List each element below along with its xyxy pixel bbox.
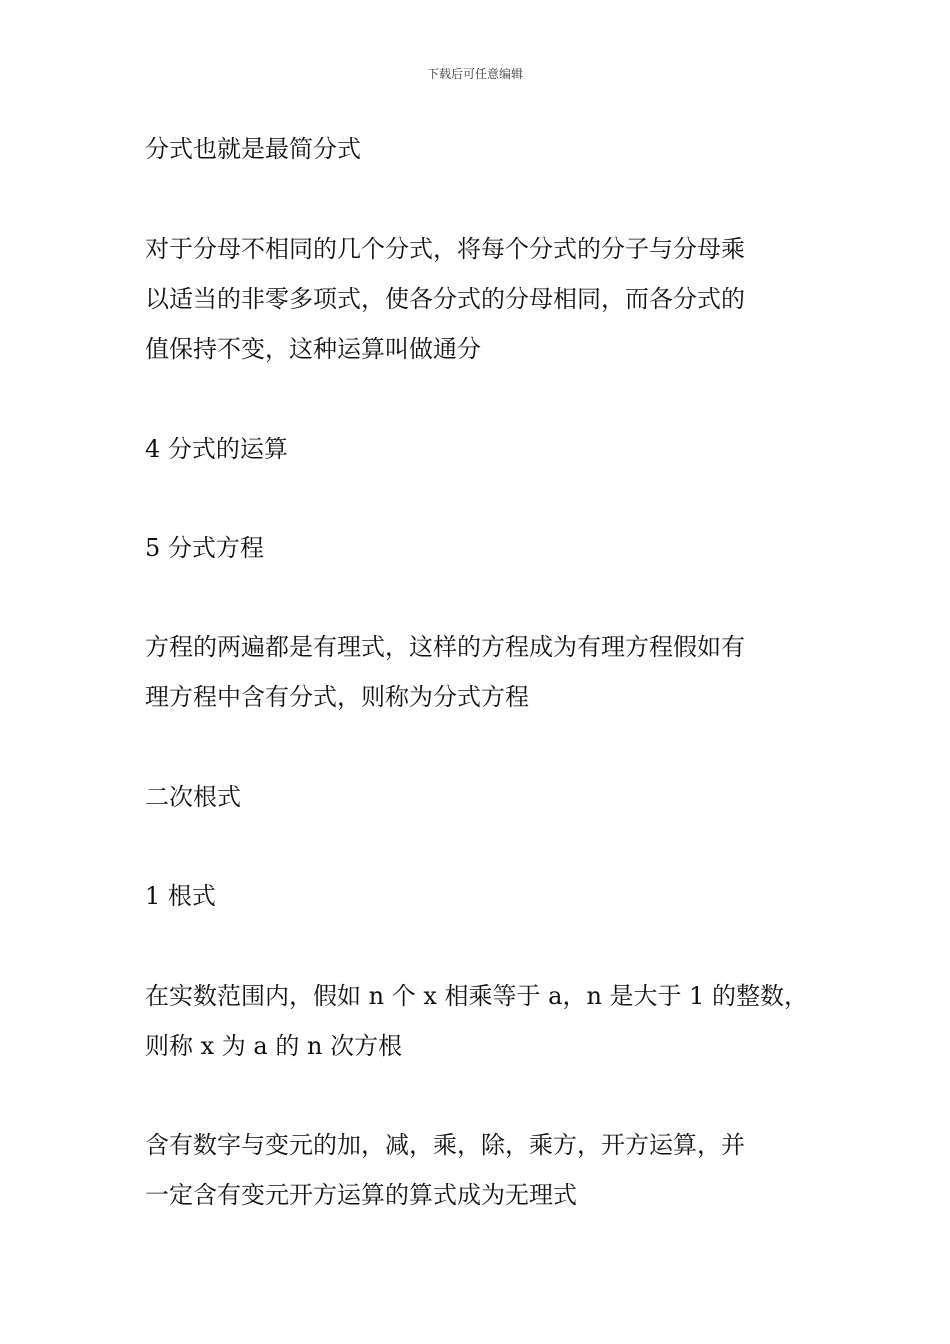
paragraph-line: 以适当的非零多项式，使各分式的分母相同，而各分式的 [145,285,745,313]
paragraph-irrational-expression [145,1120,835,1220]
heading-line: 二次根式 [145,783,241,811]
paragraph-2 [145,224,835,374]
heading-line: 1 根式 [145,882,216,910]
heading-line: 4 分式的运算 [145,435,288,463]
paragraph-line: 一定含有变元开方运算的算式成为无理式 [145,1181,577,1209]
section-heading-fraction-operations [145,424,835,474]
paragraph-1 [145,124,835,174]
paragraph-line: 方程的两遍都是有理式，这样的方程成为有理方程假如有 [145,633,745,661]
section-heading-quadratic-radicals [145,772,835,822]
paragraph-line: 分式也就是最简分式 [145,135,361,163]
paragraph-line: 在实数范围内，假如 n 个 x 相乘等于 a，n 是大于 1 的整数， [145,982,809,1010]
section-heading-fraction-equations [145,523,835,573]
section-heading-radicals [145,871,835,921]
paragraph-line: 含有数字与变元的加，减，乘，除，乘方，开方运算，并 [145,1131,745,1159]
paragraph-equations [145,622,835,722]
paragraph-line: 值保持不变，这种运算叫做通分 [145,335,481,363]
paragraph-nth-root [145,971,835,1071]
paragraph-line: 对于分母不相同的几个分式，将每个分式的分子与分母乘 [145,235,745,263]
heading-line: 5 分式方程 [145,534,264,562]
page-header: 下载后可任意编辑 [426,67,523,81]
paragraph-line: 则称 x 为 a 的 n 次方根 [145,1032,403,1060]
paragraph-line: 理方程中含有分式，则称为分式方程 [145,683,529,711]
